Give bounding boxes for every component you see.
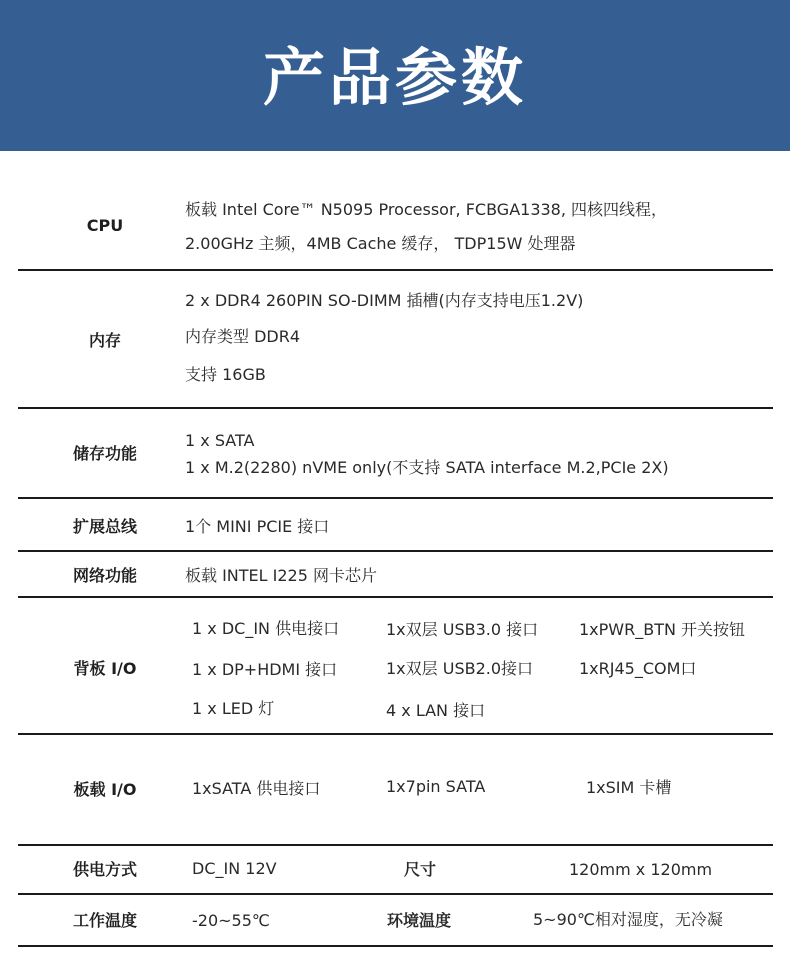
divider: [18, 269, 773, 271]
divider: [18, 550, 773, 552]
network-label: 网络功能: [72, 566, 137, 585]
memory-line-3: 支持 16GB: [185, 365, 266, 384]
rear-io-item: 1 x DC_IN 供电接口: [192, 619, 340, 638]
rear-io-item: 1x双层 USB2.0接口: [386, 659, 534, 678]
work-temp-label: 工作温度: [72, 911, 137, 930]
cpu-line-2: 2.00GHz 主频，4MB Cache 缓存， TDP15W 处理器: [185, 234, 576, 253]
divider: [18, 407, 773, 409]
power-label: 供电方式: [72, 860, 137, 879]
rear-io-item: 4 x LAN 接口: [386, 701, 486, 720]
storage-label: 储存功能: [72, 444, 137, 463]
divider: [18, 945, 773, 947]
divider: [18, 596, 773, 598]
divider: [18, 497, 773, 499]
board-io-item: 1xSIM 卡槽: [586, 778, 672, 797]
board-io-item: 1xSATA 供电接口: [192, 779, 321, 798]
rear-io-item: 1x双层 USB3.0 接口: [386, 620, 539, 639]
network-line-1: 板载 INTEL I225 网卡芯片: [185, 566, 378, 585]
storage-line-2: 1 x M.2(2280) nVME only(不支持 SATA interface M.2,PCIe 2X): [185, 458, 669, 477]
rear-io-item: 1xRJ45_COM口: [579, 659, 697, 678]
env-temp-value: 5~90℃相对湿度，无冷凝: [533, 910, 723, 929]
memory-line-2: 内存类型 DDR4: [185, 327, 301, 346]
board-io-label: 板载 I/O: [73, 780, 137, 799]
size-value: 120mm x 120mm: [569, 860, 713, 879]
rear-io-item: 1xPWR_BTN 开关按钮: [579, 620, 746, 639]
rear-io-item: 1 x LED 灯: [192, 699, 275, 718]
memory-label: 内存: [88, 331, 121, 350]
cpu-line-1: 板载 Intel Core™ N5095 Processor, FCBGA1338, 四核四线程，: [185, 200, 668, 219]
divider: [18, 893, 773, 895]
size-label: 尺寸: [404, 860, 437, 879]
header-banner: [0, 0, 790, 151]
rear-io-label: 背板 I/O: [73, 659, 137, 678]
expansion-line-1: 1个 MINI PCIE 接口: [185, 517, 330, 536]
board-io-item: 1x7pin SATA: [386, 777, 486, 796]
divider: [18, 844, 773, 846]
page-title: 产品参数: [262, 41, 527, 114]
storage-line-1: 1 x SATA: [185, 431, 255, 450]
divider: [18, 733, 773, 735]
work-temp-value: -20~55℃: [192, 911, 270, 930]
power-value: DC_IN 12V: [192, 859, 277, 878]
cpu-label: CPU: [86, 216, 124, 235]
env-temp-label: 环境温度: [387, 911, 452, 930]
memory-line-1: 2 x DDR4 260PIN SO-DIMM 插槽(内存支持电压1.2V): [185, 291, 584, 310]
expansion-label: 扩展总线: [72, 517, 137, 536]
rear-io-item: 1 x DP+HDMI 接口: [192, 660, 338, 679]
